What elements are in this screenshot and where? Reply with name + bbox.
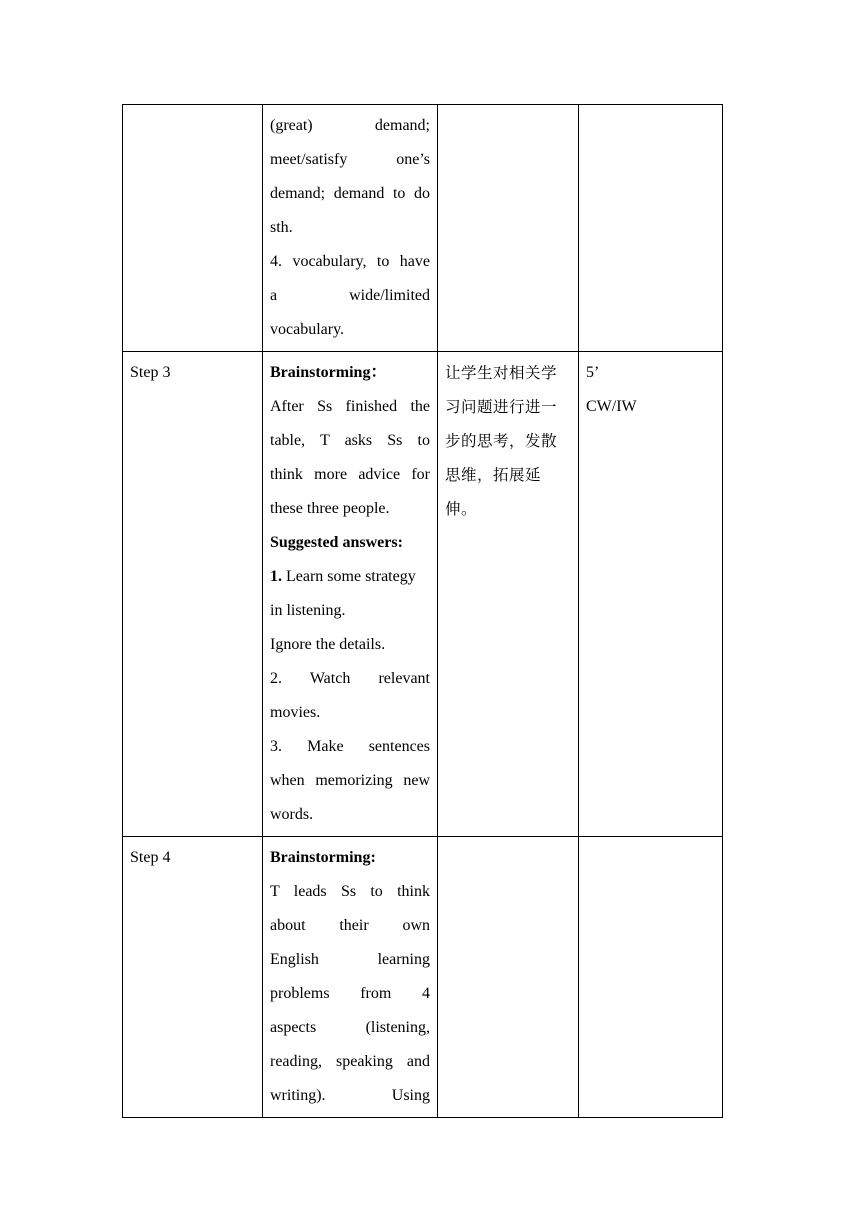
content-line: meet/satisfy one’s — [270, 151, 430, 168]
content-line: about their own — [270, 917, 430, 934]
content-line: Ignore the details. — [270, 636, 386, 653]
section-heading: Suggested answers: — [270, 534, 403, 551]
content-line: writing). Using — [270, 1087, 430, 1104]
time-cell — [579, 837, 723, 1118]
content-line: (great) demand; — [270, 117, 430, 134]
purpose-line: 思维，拓展延伸。 — [445, 466, 542, 518]
content-line: think more advice for — [270, 466, 430, 483]
content-line: 4. vocabulary, to have — [270, 253, 430, 270]
content-line: reading, speaking and — [270, 1053, 430, 1070]
purpose-cell — [438, 352, 579, 837]
time-cell — [579, 352, 723, 837]
content-line: T leads Ss to think — [270, 883, 430, 900]
purpose-line: 习问题进行进一 — [445, 398, 558, 416]
answer-number: 1. — [270, 568, 282, 585]
purpose-cell — [438, 837, 579, 1118]
table-row — [123, 105, 723, 352]
step-cell — [123, 837, 263, 1118]
purpose-line: 让学生对相关学 — [445, 364, 558, 382]
content-line: a wide/limited — [270, 287, 430, 304]
content-line: 3. Make sentences — [270, 738, 430, 755]
content-line: 2. Watch relevant — [270, 670, 430, 687]
content-line: in listening. — [270, 602, 346, 619]
section-heading: Brainstorming： — [270, 364, 387, 381]
content-line: table, T asks Ss to — [270, 432, 430, 449]
section-heading: Brainstorming: — [270, 849, 376, 866]
purpose-line: 步的思考，发散 — [445, 432, 558, 450]
lesson-plan-table — [122, 104, 723, 1118]
answer-line — [270, 560, 430, 594]
answer-text: Learn some strategy — [282, 568, 416, 585]
time-cell — [579, 105, 723, 352]
step-cell — [123, 352, 263, 837]
content-line: demand; demand to do — [270, 185, 430, 202]
content-line: these three people. — [270, 500, 390, 517]
content-cell — [263, 837, 438, 1118]
step-cell — [123, 105, 263, 352]
table-row — [123, 837, 723, 1118]
content-line: vocabulary. — [270, 321, 345, 338]
content-line: movies. — [270, 704, 321, 721]
step-label: Step 4 — [130, 849, 171, 866]
content-cell — [263, 105, 438, 352]
content-line: English learning — [270, 951, 430, 968]
content-line: sth. — [270, 219, 293, 236]
time-value: 5’ — [586, 364, 600, 381]
content-line: problems from 4 — [270, 985, 430, 1002]
step-label: Step 3 — [130, 364, 171, 381]
content-cell — [263, 352, 438, 837]
content-line: when memorizing new — [270, 772, 430, 789]
content-line: words. — [270, 806, 314, 823]
purpose-cell — [438, 105, 579, 352]
content-line: aspects (listening, — [270, 1019, 430, 1036]
table-row — [123, 352, 723, 837]
interaction-mode: CW/IW — [586, 398, 637, 415]
content-line: After Ss finished the — [270, 398, 430, 415]
